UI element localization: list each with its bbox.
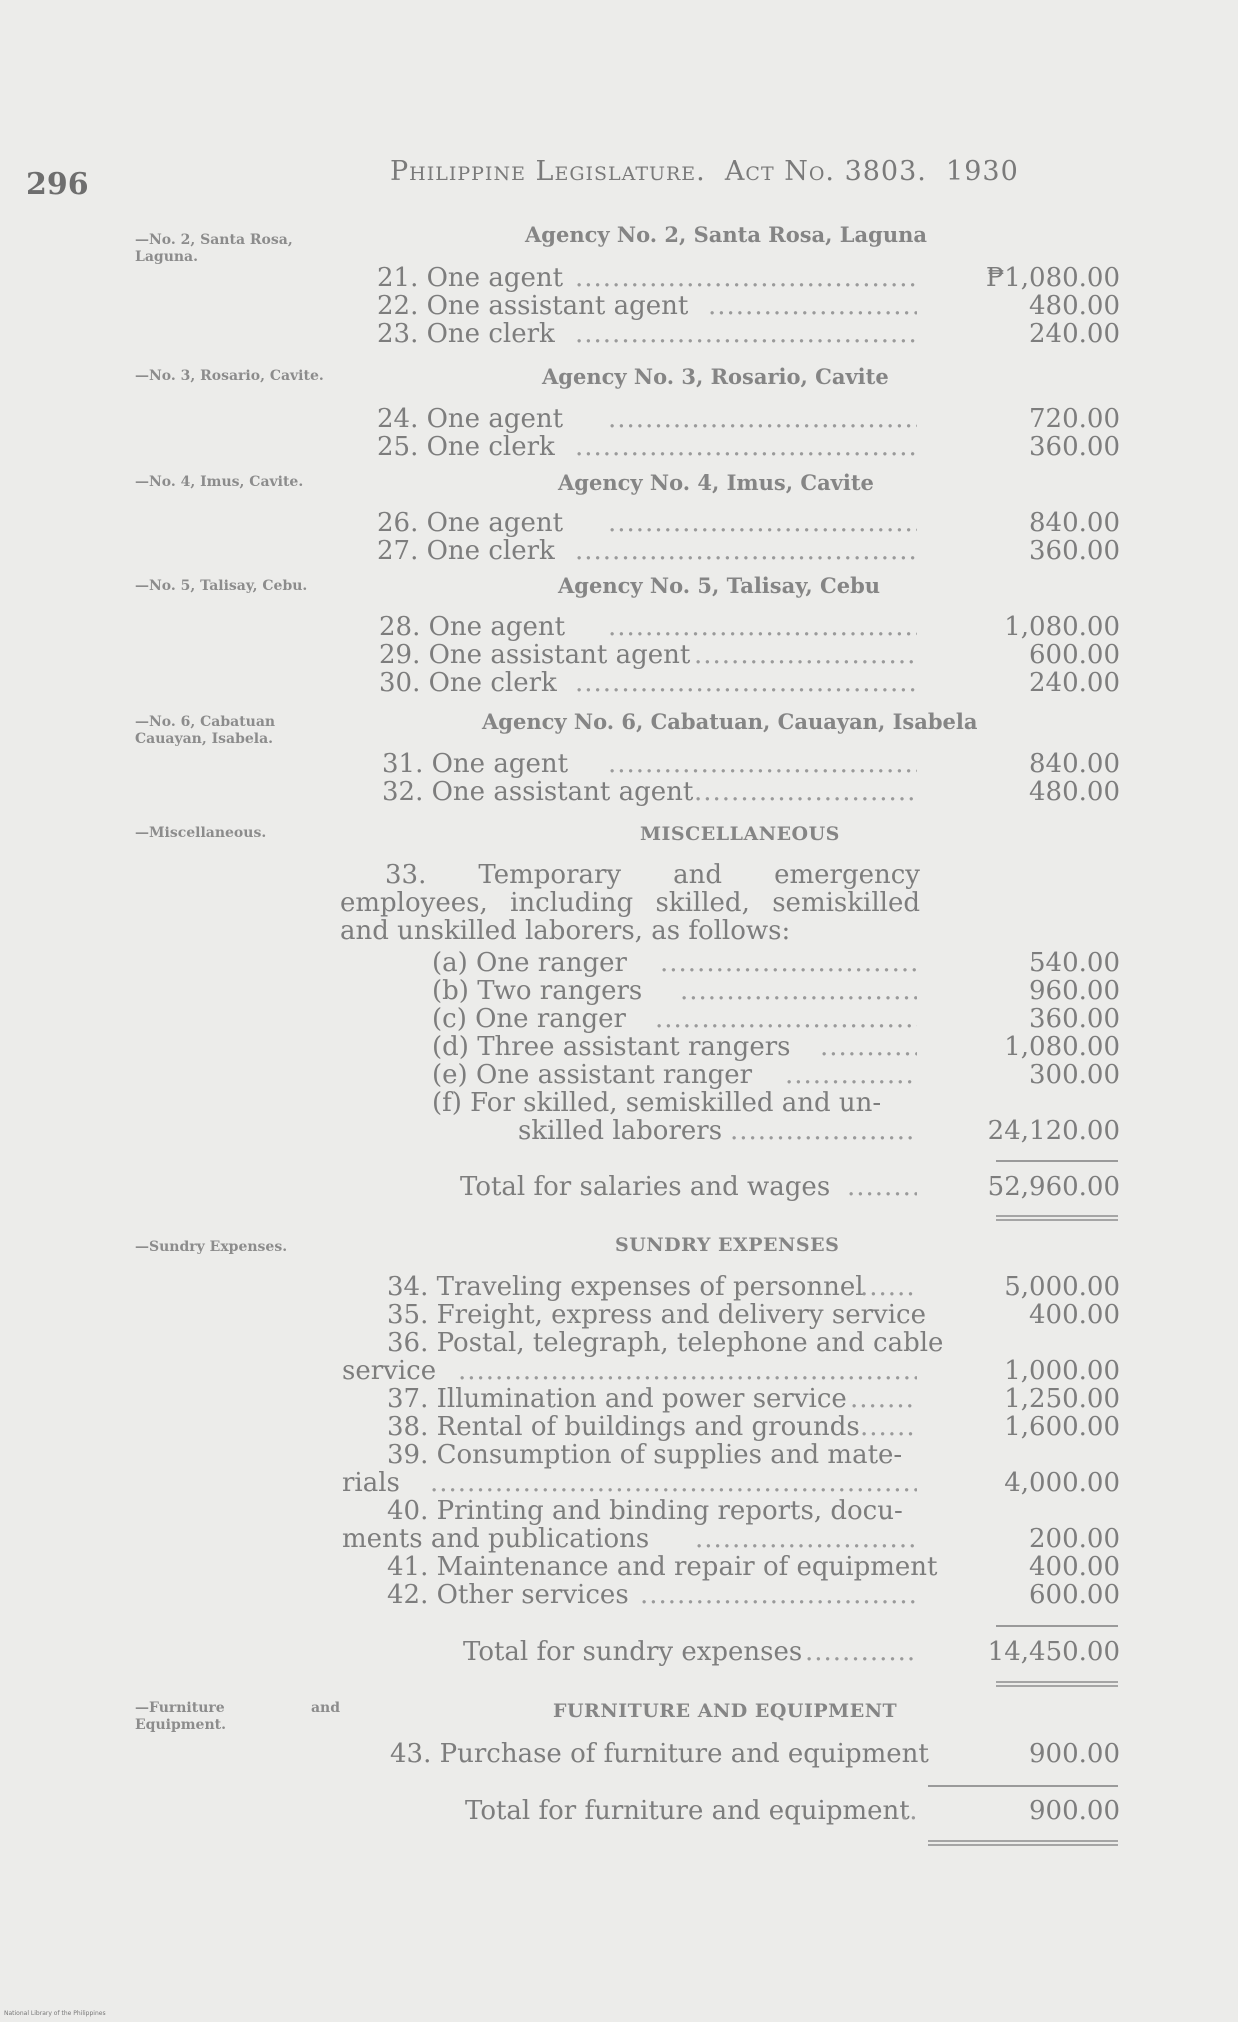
margin-note-miscellaneous: —Miscellaneous. [135, 825, 267, 841]
line-item-29: 29. One assistant agent ..... 600.00 [330, 641, 1120, 669]
line-item-33b: (b) Two rangers ..... 960.00 [330, 977, 1120, 1005]
margin-note-sundry: —Sundry Expenses. [135, 1239, 288, 1255]
total-furniture-equipment: Total for furniture and equipment ..... 900.00 [330, 1797, 1120, 1825]
line-item-36: service ..... 1,000.00 [330, 1357, 1120, 1385]
line-item-38: 38. Rental of buildings and grounds ..... 1,600.00 [330, 1413, 1120, 1441]
margin-note-talisay: —No. 5, Talisay, Cebu. [135, 578, 308, 594]
line-item-33a: (a) One ranger ..... 540.00 [330, 949, 1120, 977]
line-item-43: 43. Purchase of furniture and equipment 900.00 [390, 1739, 1120, 1769]
line-item-35: 35. Freight, express and delivery service 400.00 [387, 1300, 1120, 1330]
heading-sundry-expenses: SUNDRY EXPENSES [615, 1234, 840, 1256]
line-item-37: 37. Illumination and power service ..... 1,250.00 [330, 1385, 1120, 1413]
line-item-40-line1: 40. Printing and binding reports, docu- [387, 1496, 903, 1526]
margin-note-furniture [135, 1700, 340, 1734]
line-item-23: 23. One clerk ..... 240.00 [330, 320, 1120, 348]
heading-agency-3: Agency No. 3, Rosario, Cavite [542, 364, 889, 389]
margin-note-equipment-word: Equipment. [135, 1717, 226, 1733]
subtotal-rule [996, 1160, 1118, 1162]
margin-note-cabatuan: —No. 6, Cabatuan Cauayan, Isabela. [135, 714, 276, 747]
line-item-34: 34. Traveling expenses of personnel ..... 5,000.00 [330, 1273, 1120, 1301]
running-head: Philippine Legislature. Act No. 3803. 1930 [390, 156, 1019, 187]
library-footer: National Library of the Philippines [4, 2010, 106, 2017]
total-double-rule [928, 1840, 1118, 1846]
line-item-36-line1: 36. Postal, telegraph, telephone and cable [387, 1328, 944, 1358]
line-item-30: 30. One clerk ..... 240.00 [330, 669, 1120, 697]
total-double-rule [996, 1215, 1118, 1221]
line-item-40: ments and publications ..... 200.00 [330, 1525, 1120, 1553]
heading-agency-6: Agency No. 6, Cabatuan, Cauayan, Isabela [482, 709, 978, 734]
line-item-26: 26. One agent ..... 840.00 [330, 509, 1120, 537]
margin-note-imus: —No. 4, Imus, Cavite. [135, 474, 304, 490]
line-item-32: 32. One assistant agent ..... 480.00 [330, 778, 1120, 806]
line-item-21: 21. One agent ..... ₱1,080.00 [330, 264, 1120, 292]
line-item-39: rials ..... 4,000.00 [330, 1469, 1120, 1497]
line-item-33d: (d) Three assistant rangers ..... 1,080.00 [330, 1033, 1120, 1061]
margin-note-and-word: and [310, 1700, 340, 1716]
line-item-22: 22. One assistant agent ..... 480.00 [330, 292, 1120, 320]
item-33-text: 33. Temporary and emergency employees, including skilled, semiskilled and unskilled laborers, as follows: [340, 860, 920, 946]
heading-miscellaneous: MISCELLANEOUS [640, 823, 840, 845]
total-salaries-wages: Total for salaries and wages ..... 52,960.00 [330, 1173, 1120, 1201]
line-item-28: 28. One agent ..... 1,080.00 [330, 613, 1120, 641]
subtotal-rule [928, 1785, 1118, 1787]
line-item-31: 31. One agent ..... 840.00 [330, 750, 1120, 778]
total-sundry-expenses: Total for sundry expenses ..... 14,450.00 [330, 1638, 1120, 1666]
line-item-41: 41. Maintenance and repair of equipment 400.00 [387, 1552, 1120, 1582]
line-item-33c: (c) One ranger ..... 360.00 [330, 1005, 1120, 1033]
line-item-33e: (e) One assistant ranger ..... 300.00 [330, 1061, 1120, 1089]
page-number: 296 [26, 167, 89, 202]
line-item-42: 42. Other services ..... 600.00 [330, 1581, 1120, 1609]
margin-note-santa-rosa: —No. 2, Santa Rosa, Laguna. [135, 232, 293, 265]
line-item-39-line1: 39. Consumption of supplies and mate- [387, 1440, 903, 1470]
margin-note-rosario: —No. 3, Rosario, Cavite. [135, 368, 324, 384]
heading-furniture-equipment: FURNITURE AND EQUIPMENT [553, 1700, 898, 1722]
line-item-24: 24. One agent ..... 720.00 [330, 405, 1120, 433]
heading-agency-5: Agency No. 5, Talisay, Cebu [558, 573, 881, 598]
line-item-33f: skilled laborers ..... 24,120.00 [330, 1117, 1120, 1145]
line-item-33f-line1: (f) For skilled, semiskilled and un- [432, 1088, 882, 1118]
heading-agency-4: Agency No. 4, Imus, Cavite [558, 470, 874, 495]
line-item-27: 27. One clerk ..... 360.00 [330, 537, 1120, 565]
heading-agency-2: Agency No. 2, Santa Rosa, Laguna [525, 222, 927, 247]
subtotal-rule [996, 1625, 1118, 1627]
line-item-25: 25. One clerk ..... 360.00 [330, 433, 1120, 461]
total-double-rule [996, 1681, 1118, 1687]
margin-note-furniture-word: —Furniture [135, 1700, 225, 1716]
